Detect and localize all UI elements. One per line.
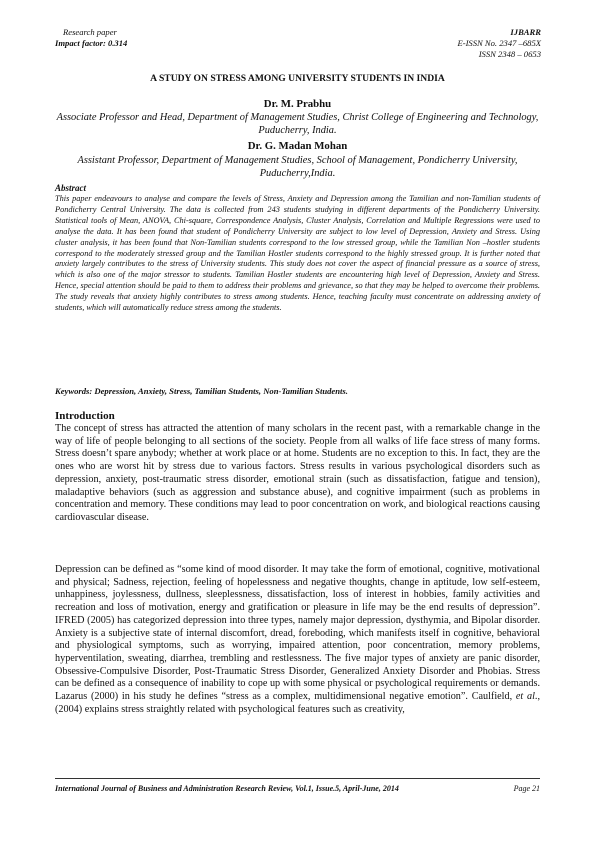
page-footer (55, 784, 540, 793)
page-number: Page 21 (513, 784, 540, 793)
introduction-paragraph-1: The concept of stress has attracted the attention of many scholars in the recent past, with a remarkable change in the way of life of people belonging to all sections of the society. People from all walks of life face stress of many forms. Stress doesn’t spare anybody; whether at work place or at home. Students are no exception to this. In fact, they are the ones who are worst hit by stress due to various factors. Stress results in various psychological disorders such as depression, anxiety, post-traumatic stress disorder, emotional strain (such as dissatisfaction, fatigue and tension), maladaptive behaviors (such as aggression and substance abuse), and cognitive impairment (such as problems in concentration and memory. These conditions may lead to poor concentration on work, and biological reactions causing cardiovascular disease. (55, 423, 540, 523)
footer-divider (55, 778, 540, 779)
section-heading-introduction: Introduction (55, 410, 115, 422)
header-left (55, 27, 127, 49)
paragraph-text-tail: ., (2004) explains stress straightly related with psychological features such as creativity, (55, 691, 541, 715)
issn-label: ISSN 2348 – 0653 (478, 49, 541, 59)
header-right (457, 27, 541, 60)
paper-title: A STUDY ON STRESS AMONG UNIVERSITY STUDENTS IN INDIA (150, 73, 445, 84)
impact-factor-label: Impact factor: 0.314 (55, 38, 128, 48)
keywords-line: Keywords: Depression, Anxiety, Stress, Tamilian Students, Non-Tamilian Students. (55, 386, 348, 396)
paper-type-label: Research paper (63, 27, 117, 37)
journal-abbrev: IJBARR (510, 27, 541, 37)
author-affiliation: Assistant Professor, Department of Management Studies, School of Management, Pondicherry University, Puducherry,India. (77, 155, 518, 179)
abstract-heading: Abstract (55, 183, 87, 193)
author-name: Dr. G. Madan Mohan (247, 140, 348, 152)
footer-journal-citation: International Journal of Business and Administration Research Review, Vol.1, Issue.5, April-June, 2014 (55, 784, 399, 793)
abstract-text: This paper endeavours to analyse and compare the levels of Stress, Anxiety and Depression among the Tamilian and non-Tamilian students of Pondicherry Central University. The data is collected from 243 students studying in different departments of the Pondicherry University. Statistical tools of Mean, ANOVA, Chi-square, Correspondence Analysis, Cluster Analysis, Correlation and Multiple Regressions were used to analyse the data. It has been found that student of Pondicherry University are subject to low level of Depression, Anxiety and Stress. Using cluster analysis, it has been found that Non-Tamilian students correspond to the low stressed group, while the Tamilian Non –hostler students correspond to the moderately stressed group and the Tamilian Hostler students correspond to the highly stressed group. It is further noted that anxiety largely contributes to the stress of University students. This study does not cover the aspect of financial pressure as a source of stress, which is also one of the major stressor to students. Tamilian Hostler students are encountering high level of Depression, Anxiety and Stress. Hence, special attention should be paid to them to address their problems and grievance, so that they may be helped to overcome their problems. The study reveals that anxiety highly contributes to stress among students. Hence, teaching faculty must concentrate on addressing anxiety of students, which will automatically reduce stress among the students. (55, 194, 540, 313)
eissn-label: E-ISSN No. 2347 –685X (457, 38, 541, 48)
author-affiliation: Associate Professor and Head, Department of Management Studies, Christ College of Engineering and Technology, Puducherry, India. (56, 112, 539, 136)
introduction-paragraph-2 (55, 564, 540, 716)
paragraph-text: Depression can be defined as “some kind of mood disorder. It may take the form of emotional, cognitive, motivational and physical; Sadness, rejection, feeling of hopelessness and negative thoughts, change in aptitude, low self-esteem, unhappiness, joylessness, dullness, sleeplessness, dissatisfaction, loss of interest in hobbies, family activities and recreation and loss of motivation, energy and gratification or pleasure in life may be the end results of depression”. IFRED (2005) has categorized depression into three types, namely major depression, dysthymia, and Bipolar disorder. Anxiety is a subjective state of internal discomfort, dread, foreboding, which manifests itself in cognitive, behavioral and physiological symptoms, such as worrying, impaired attention, poor concentration, memory problems, hyperventilation, sweating, diarrhea, trembling and restlessness. The five major types of anxiety are panic disorder, Obsessive-Compulsive Disorder, Post-Traumatic Stress Disorder, Generalized Anxiety Disorder and Phobias. Stress can be defined as a consequence of inability to cope up with some physical or psychological requirements or demands. Lazarus (2000) in his study he defines “stress as a complex, multidimensional negative emotion”. Caulfield, (55, 564, 540, 703)
author-name: Dr. M. Prabhu (263, 98, 332, 110)
et-al-text: et al (515, 691, 535, 703)
